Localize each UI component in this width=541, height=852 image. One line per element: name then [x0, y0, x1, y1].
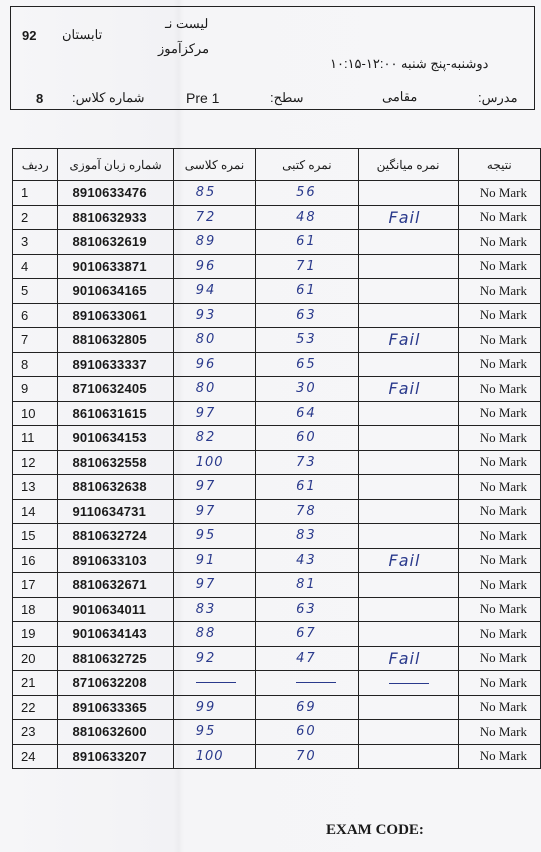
table-row [13, 303, 541, 328]
class-grade-cell: 97 [173, 475, 255, 500]
written-grade-cell: 64 [256, 401, 358, 426]
row-number-cell: 11 [13, 426, 58, 451]
average-grade-cell [358, 671, 458, 696]
class-grade-cell: 96 [173, 254, 255, 279]
result-cell: No Mark [458, 426, 540, 451]
table-row [13, 426, 541, 451]
student-id-cell: 8810632558 [58, 450, 173, 475]
exam-code-label: EXAM CODE: [326, 822, 424, 838]
class-grade-cell: 95 [173, 720, 255, 745]
average-grade-cell [358, 622, 458, 647]
average-grade-cell [358, 303, 458, 328]
table-row [13, 230, 541, 255]
class-grade-cell: 97 [173, 499, 255, 524]
student-id-cell: 9010634011 [58, 597, 173, 622]
table-row [13, 597, 541, 622]
class-grade-cell: 97 [173, 573, 255, 598]
average-grade-cell [358, 426, 458, 451]
row-number-cell: 3 [13, 230, 58, 255]
table-row [13, 646, 541, 671]
student-id-cell: 9010633871 [58, 254, 173, 279]
student-id-cell: 8810632724 [58, 524, 173, 549]
average-grade-cell [358, 181, 458, 206]
result-cell: No Mark [458, 450, 540, 475]
class-grade-cell: 82 [173, 426, 255, 451]
average-grade-cell [358, 230, 458, 255]
average-grade-cell [358, 597, 458, 622]
row-number-cell: 20 [13, 646, 58, 671]
row-number-cell: 12 [13, 450, 58, 475]
season-label: تابستان [62, 27, 103, 42]
written-grade-cell: 71 [256, 254, 358, 279]
row-number-cell: 24 [13, 744, 58, 769]
result-cell: No Mark [458, 352, 540, 377]
row-number-cell: 14 [13, 499, 58, 524]
result-cell: No Mark [458, 499, 540, 524]
written-grade-cell: 61 [256, 230, 358, 255]
student-id-cell: 8710632208 [58, 671, 173, 696]
table-header-row [13, 149, 541, 181]
table-row [13, 499, 541, 524]
list-title: لیست نـ [165, 16, 209, 31]
result-cell: No Mark [458, 475, 540, 500]
average-grade-cell [358, 524, 458, 549]
result-cell: No Mark [458, 720, 540, 745]
average-grade-cell [358, 499, 458, 524]
average-grade-cell: Fail [358, 205, 458, 230]
student-id-cell: 9110634731 [58, 499, 173, 524]
result-cell: No Mark [458, 622, 540, 647]
class-grade-cell: 94 [173, 279, 255, 304]
student-id-cell: 8810632600 [58, 720, 173, 745]
student-id-cell: 8910633337 [58, 352, 173, 377]
student-id-cell: 8910633365 [58, 695, 173, 720]
row-number-cell: 9 [13, 377, 58, 402]
table-body [13, 181, 541, 769]
class-grade-cell: 100 [173, 450, 255, 475]
row-number-cell: 7 [13, 328, 58, 353]
teacher-label: مدرس: [478, 90, 518, 105]
class-grade-cell: 97 [173, 401, 255, 426]
class-grade-cell: 88 [173, 622, 255, 647]
table-row [13, 377, 541, 402]
table-row [13, 450, 541, 475]
result-cell: No Mark [458, 303, 540, 328]
average-grade-cell [358, 744, 458, 769]
dash-mark [196, 682, 236, 683]
class-grade-cell [173, 671, 255, 696]
level-value: Pre 1 [186, 90, 220, 106]
row-number-cell: 19 [13, 622, 58, 647]
written-grade-cell: 53 [256, 328, 358, 353]
grades-table [12, 148, 541, 769]
student-id-cell: 9010634143 [58, 622, 173, 647]
table-row [13, 720, 541, 745]
class-grade-cell: 95 [173, 524, 255, 549]
written-grade-cell: 60 [256, 426, 358, 451]
written-grade-cell: 60 [256, 720, 358, 745]
written-grade-cell: 78 [256, 499, 358, 524]
average-grade-cell: Fail [358, 328, 458, 353]
average-grade-cell: Fail [358, 548, 458, 573]
result-cell: No Mark [458, 548, 540, 573]
local-label: مقامی [382, 89, 418, 104]
result-cell: No Mark [458, 181, 540, 206]
result-cell: No Mark [458, 646, 540, 671]
table-row [13, 352, 541, 377]
table-row [13, 573, 541, 598]
row-number-cell: 1 [13, 181, 58, 206]
class-grade-cell: 91 [173, 548, 255, 573]
class-grade-cell: 80 [173, 377, 255, 402]
written-grade-cell: 56 [256, 181, 358, 206]
col-header-written-grade: نمره کتبی [256, 149, 358, 181]
average-grade-cell [358, 401, 458, 426]
student-id-cell: 9010634165 [58, 279, 173, 304]
class-grade-cell: 89 [173, 230, 255, 255]
table-row [13, 475, 541, 500]
class-grade-cell: 93 [173, 303, 255, 328]
average-grade-cell [358, 352, 458, 377]
average-grade-cell [358, 720, 458, 745]
written-grade-cell: 65 [256, 352, 358, 377]
student-id-cell: 8610631615 [58, 401, 173, 426]
average-grade-cell [358, 450, 458, 475]
col-header-average-grade: نمره میانگین [358, 149, 458, 181]
class-grade-cell: 100 [173, 744, 255, 769]
student-id-cell: 8910633476 [58, 181, 173, 206]
row-number-cell: 13 [13, 475, 58, 500]
row-number-cell: 22 [13, 695, 58, 720]
class-count-value: 8 [36, 91, 44, 106]
col-header-result: نتیجه [458, 149, 540, 181]
result-cell: No Mark [458, 328, 540, 353]
student-id-cell: 8810632638 [58, 475, 173, 500]
result-cell: No Mark [458, 671, 540, 696]
row-number-cell: 17 [13, 573, 58, 598]
result-cell: No Mark [458, 573, 540, 598]
written-grade-cell: 73 [256, 450, 358, 475]
student-id-cell: 8910633103 [58, 548, 173, 573]
result-cell: No Mark [458, 254, 540, 279]
result-cell: No Mark [458, 401, 540, 426]
table-row [13, 254, 541, 279]
level-label: سطح: [270, 90, 304, 105]
class-grade-cell: 96 [173, 352, 255, 377]
result-cell: No Mark [458, 230, 540, 255]
row-number-cell: 21 [13, 671, 58, 696]
table-row [13, 548, 541, 573]
row-number-cell: 23 [13, 720, 58, 745]
written-grade-cell: 48 [256, 205, 358, 230]
average-grade-cell [358, 279, 458, 304]
row-number-cell: 15 [13, 524, 58, 549]
result-cell: No Mark [458, 205, 540, 230]
class-number-value: 92 [22, 28, 37, 43]
schedule-label: دوشنبه-پنج شنبه ۱۲:۰۰-۱۰:۱۵ [330, 56, 489, 71]
class-grade-cell: 99 [173, 695, 255, 720]
student-id-cell: 8710632405 [58, 377, 173, 402]
student-id-cell: 8810632805 [58, 328, 173, 353]
table-row [13, 622, 541, 647]
row-number-cell: 4 [13, 254, 58, 279]
table-row [13, 695, 541, 720]
result-cell: No Mark [458, 695, 540, 720]
row-number-cell: 6 [13, 303, 58, 328]
dash-mark [296, 682, 336, 683]
row-number-cell: 10 [13, 401, 58, 426]
row-number-cell: 8 [13, 352, 58, 377]
result-cell: No Mark [458, 279, 540, 304]
written-grade-cell: 43 [256, 548, 358, 573]
student-id-cell: 8810632933 [58, 205, 173, 230]
student-id-cell: 8910633061 [58, 303, 173, 328]
center-label: مرکزآموز [158, 41, 210, 56]
table-row [13, 744, 541, 769]
row-number-cell: 5 [13, 279, 58, 304]
row-number-cell: 2 [13, 205, 58, 230]
average-grade-cell [358, 254, 458, 279]
result-cell: No Mark [458, 524, 540, 549]
written-grade-cell: 61 [256, 279, 358, 304]
written-grade-cell: 67 [256, 622, 358, 647]
written-grade-cell: 61 [256, 475, 358, 500]
average-grade-cell: Fail [358, 377, 458, 402]
class-grade-cell: 83 [173, 597, 255, 622]
written-grade-cell: 69 [256, 695, 358, 720]
table-row [13, 671, 541, 696]
student-id-cell: 8910633207 [58, 744, 173, 769]
written-grade-cell: 81 [256, 573, 358, 598]
written-grade-cell: 30 [256, 377, 358, 402]
class-grade-cell: 92 [173, 646, 255, 671]
average-grade-cell [358, 475, 458, 500]
average-grade-cell: Fail [358, 646, 458, 671]
written-grade-cell: 47 [256, 646, 358, 671]
class-grade-cell: 85 [173, 181, 255, 206]
result-cell: No Mark [458, 597, 540, 622]
class-grade-cell: 80 [173, 328, 255, 353]
written-grade-cell: 70 [256, 744, 358, 769]
col-header-class-grade: نمره کلاسی [173, 149, 255, 181]
table-row [13, 401, 541, 426]
row-number-cell: 18 [13, 597, 58, 622]
table-row [13, 328, 541, 353]
average-grade-cell [358, 695, 458, 720]
table-row [13, 205, 541, 230]
col-header-row-number: ردیف [13, 149, 58, 181]
table-row [13, 181, 541, 206]
result-cell: No Mark [458, 377, 540, 402]
student-id-cell: 8810632671 [58, 573, 173, 598]
written-grade-cell: 63 [256, 303, 358, 328]
written-grade-cell: 83 [256, 524, 358, 549]
table-row [13, 524, 541, 549]
table-row [13, 279, 541, 304]
row-number-cell: 16 [13, 548, 58, 573]
written-grade-cell: 63 [256, 597, 358, 622]
average-grade-cell [358, 573, 458, 598]
student-id-cell: 9010634153 [58, 426, 173, 451]
class-count-label: شماره کلاس: [72, 90, 145, 105]
written-grade-cell [256, 671, 358, 696]
result-cell: No Mark [458, 744, 540, 769]
student-id-cell: 8810632725 [58, 646, 173, 671]
dash-mark [389, 683, 429, 684]
col-header-student-id: شماره زبان آموزی [58, 149, 173, 181]
class-grade-cell: 72 [173, 205, 255, 230]
student-id-cell: 8810632619 [58, 230, 173, 255]
